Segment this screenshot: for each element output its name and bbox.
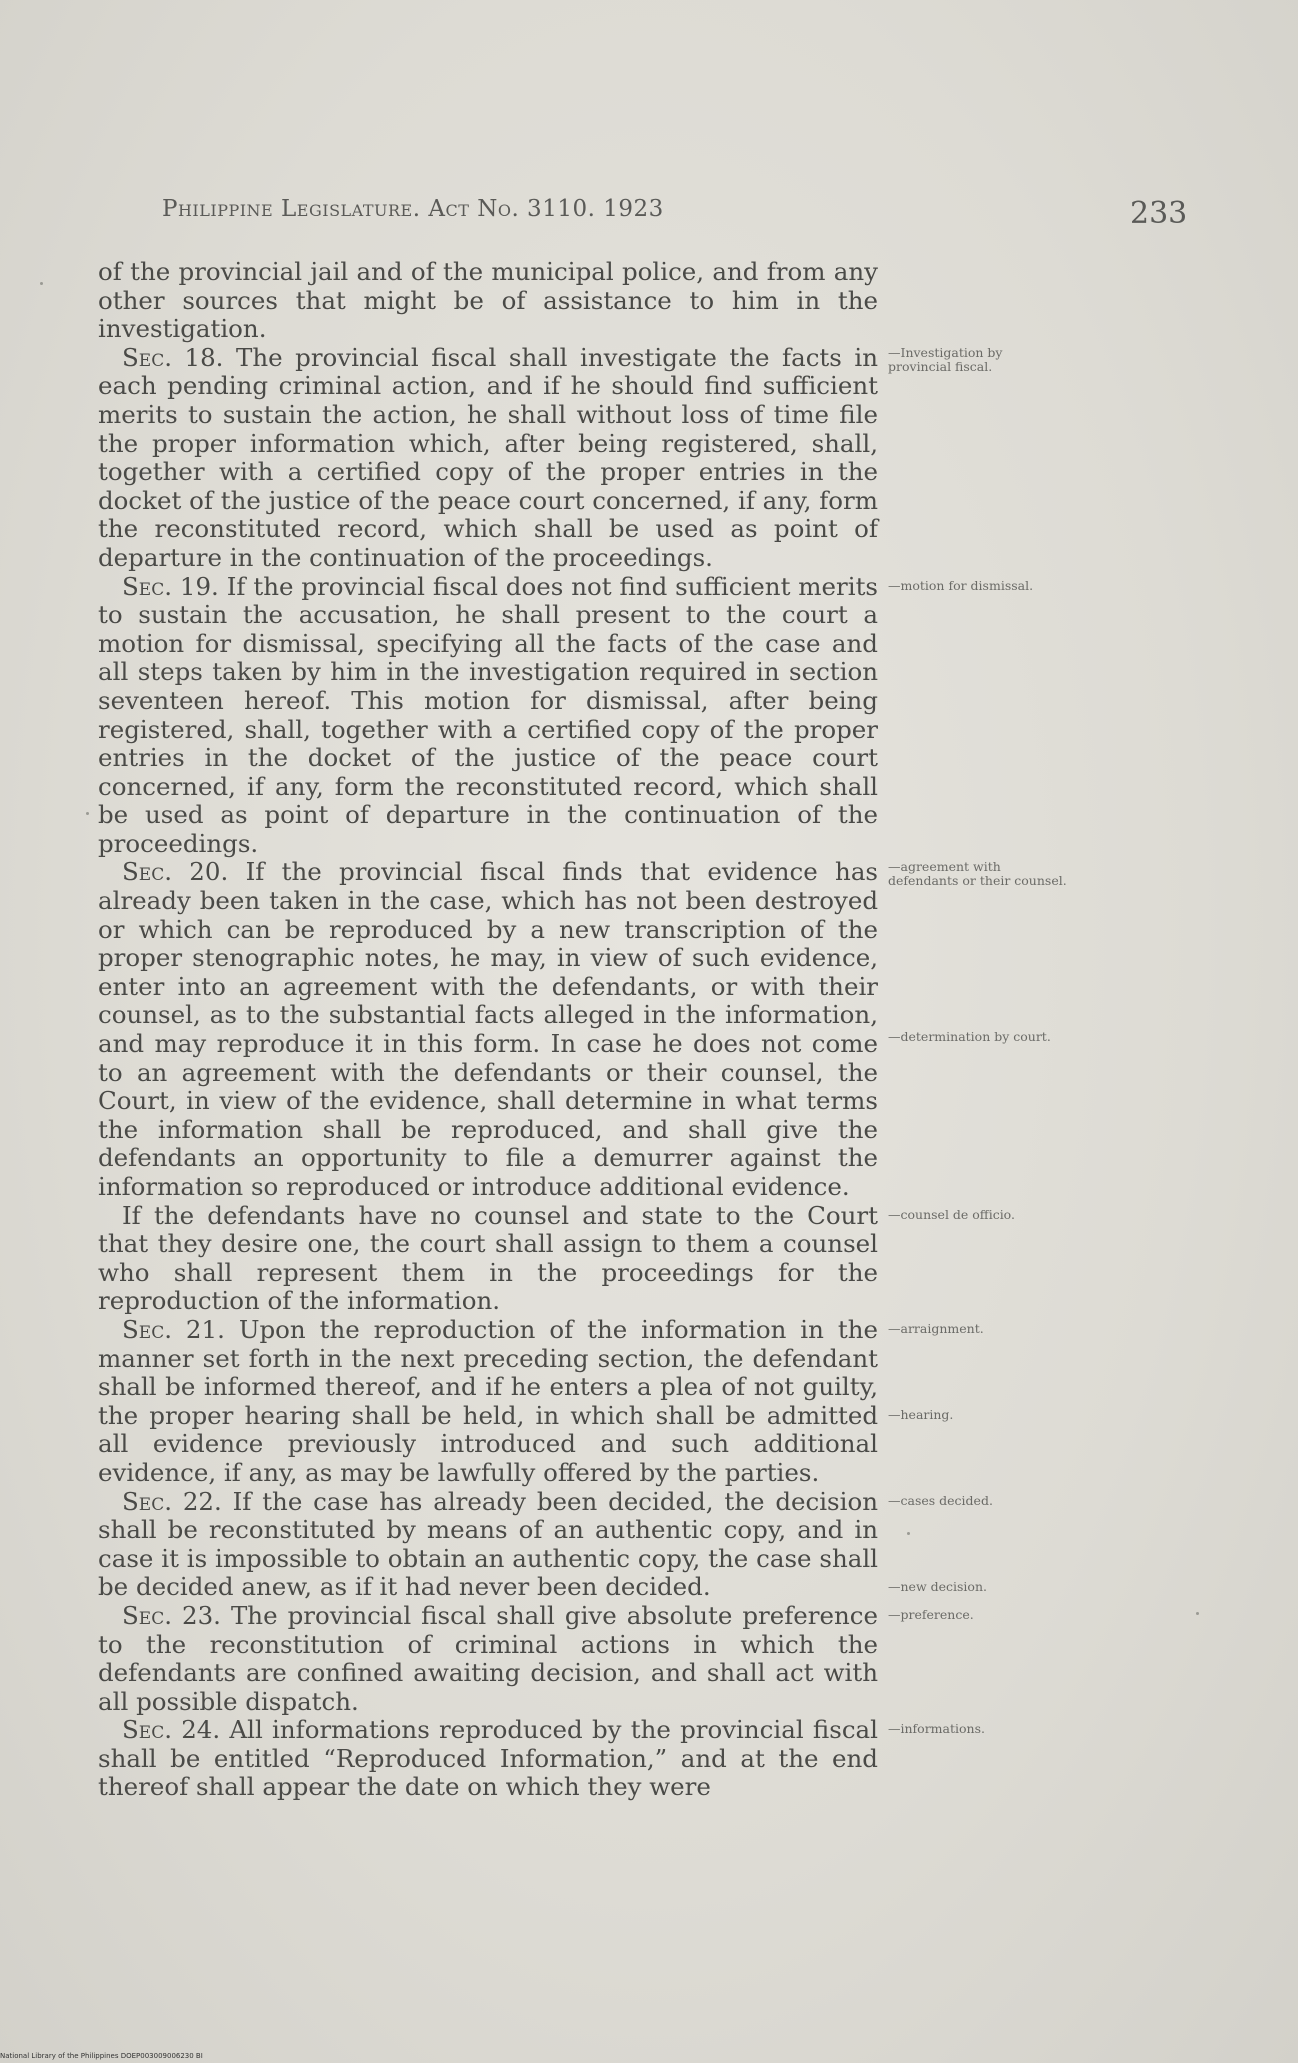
- margin-note: —new decision.: [888, 1578, 987, 1594]
- paragraph-sec-19: Sec. 19. If the provincial fiscal does not find sufficient merits to sustain the accusation, he shall present to the court a motion for dismissal, specifying all the facts of the case and all steps taken by him in the investigation required in section seventeen hereof. This motion for dismissal, after being registered, shall, together with a certified copy of the proper entries in the docket of the justice of the peace court concerned, if any, form the reconstituted record, which shall be used as point of departure in the continuation of the proceedings. —motion for dismissal.: [98, 573, 878, 859]
- margin-note: —cases decided.: [888, 1492, 993, 1508]
- scan-speck: [907, 1532, 910, 1535]
- paragraph-sec-23: Sec. 23. The provincial fiscal shall give absolute preference to the reconstitution of criminal actions in which the defendants are confined awaiting decision, and shall act with all possible dispatch. —preference.: [98, 1602, 878, 1716]
- running-head: Philippine Legislature. Act No. 3110. 1923: [162, 196, 664, 222]
- paragraph-continuation: of the provincial jail and of the municipal police, and from any other sources that might be of assistance to him in the investigation.: [98, 257, 878, 344]
- margin-note: —determination by court.: [888, 1029, 1051, 1045]
- scan-speck: [1196, 1612, 1199, 1615]
- paragraph-sec-24: Sec. 24. All informations reproduced by the provincial fiscal shall be entitled “Reproduced Information,” and at the end thereof shall appear the date on which they were —informations.: [98, 1716, 878, 1802]
- margin-note: —informations.: [888, 1721, 985, 1737]
- margin-note: —Investigation by provincial fiscal.: [888, 344, 1003, 374]
- margin-note: —counsel de officio.: [888, 1206, 1015, 1222]
- scan-speck: [86, 812, 89, 815]
- body-text: [98, 257, 1067, 1802]
- page-number: 233: [1130, 196, 1188, 231]
- section-number: Sec. 19.: [122, 571, 219, 601]
- margin-note: —arraignment.: [888, 1320, 984, 1336]
- section-number: Sec. 23.: [122, 1600, 221, 1630]
- section-number: Sec. 21.: [122, 1314, 225, 1344]
- section-number: Sec. 22.: [122, 1486, 222, 1516]
- margin-note: —agreement with defendants or their counsel.: [888, 859, 1067, 889]
- paragraph-counsel: If the defendants have no counsel and state to the Court that they desire one, the court shall assign to them a counsel who shall represent them in the proceedings for the reproduction of the information. —counsel de officio.: [98, 1202, 878, 1316]
- scan-speck: [40, 282, 43, 285]
- paragraph-sec-20: Sec. 20. If the provincial fiscal finds that evidence has already been taken in the case, which has not been destroyed or which can be reproduced by a new transcription of the proper stenographic notes, he may, in view of such evidence, enter into an agreement with the defendants, or with their counsel, as to the substantial facts alleged in the information, and may reproduce it in this form. In case he does not come to an agreement with the defendants or their counsel, the Court, in view of the evidence, shall determine in what terms the information shall be reproduced, and shall give the defendants an opportunity to file a demurrer against the information so reproduced or introduce additional evidence. —agreement with defendants or their counsel. —determination by court.: [98, 857, 1067, 1201]
- section-number: Sec. 20.: [122, 857, 229, 887]
- scan-footer: National Library of the Philippines DOEP003009006230 BI: [0, 2052, 203, 2060]
- paragraph-sec-18: Sec. 18. The provincial fiscal shall investigate the facts in each pending criminal action, and if he should find sufficient merits to sustain the action, he shall without loss of time file the proper information which, after being registered, shall, together with a certified copy of the proper entries in the docket of the justice of the peace court concerned, if any, form the reconstituted record, which shall be used as point of departure in the continuation of the proceedings. —Investigation by provincial fiscal.: [98, 344, 878, 573]
- margin-note: —preference.: [888, 1606, 974, 1622]
- paragraph-sec-21: Sec. 21. Upon the reproduction of the information in the manner set forth in the next preceding section, the defendant shall be informed thereof, and if he enters a plea of not guilty, the proper hearing shall be held, in which shall be admitted all evidence previously introduced and such additional evidence, if any, as may be lawfully offered by the parties. —arraignment. —hearing.: [98, 1316, 878, 1488]
- section-number: Sec. 24.: [122, 1715, 221, 1745]
- paragraph-sec-22: Sec. 22. If the case has already been decided, the decision shall be reconstituted by means of an authentic copy, and in case it is impossible to obtain an authentic copy, the case shall be decided anew, as if it had never been decided. —cases decided. —new decision.: [98, 1488, 878, 1602]
- margin-note: —motion for dismissal.: [888, 577, 1034, 593]
- margin-note: —hearing.: [888, 1406, 954, 1422]
- section-number: Sec. 18.: [122, 342, 224, 372]
